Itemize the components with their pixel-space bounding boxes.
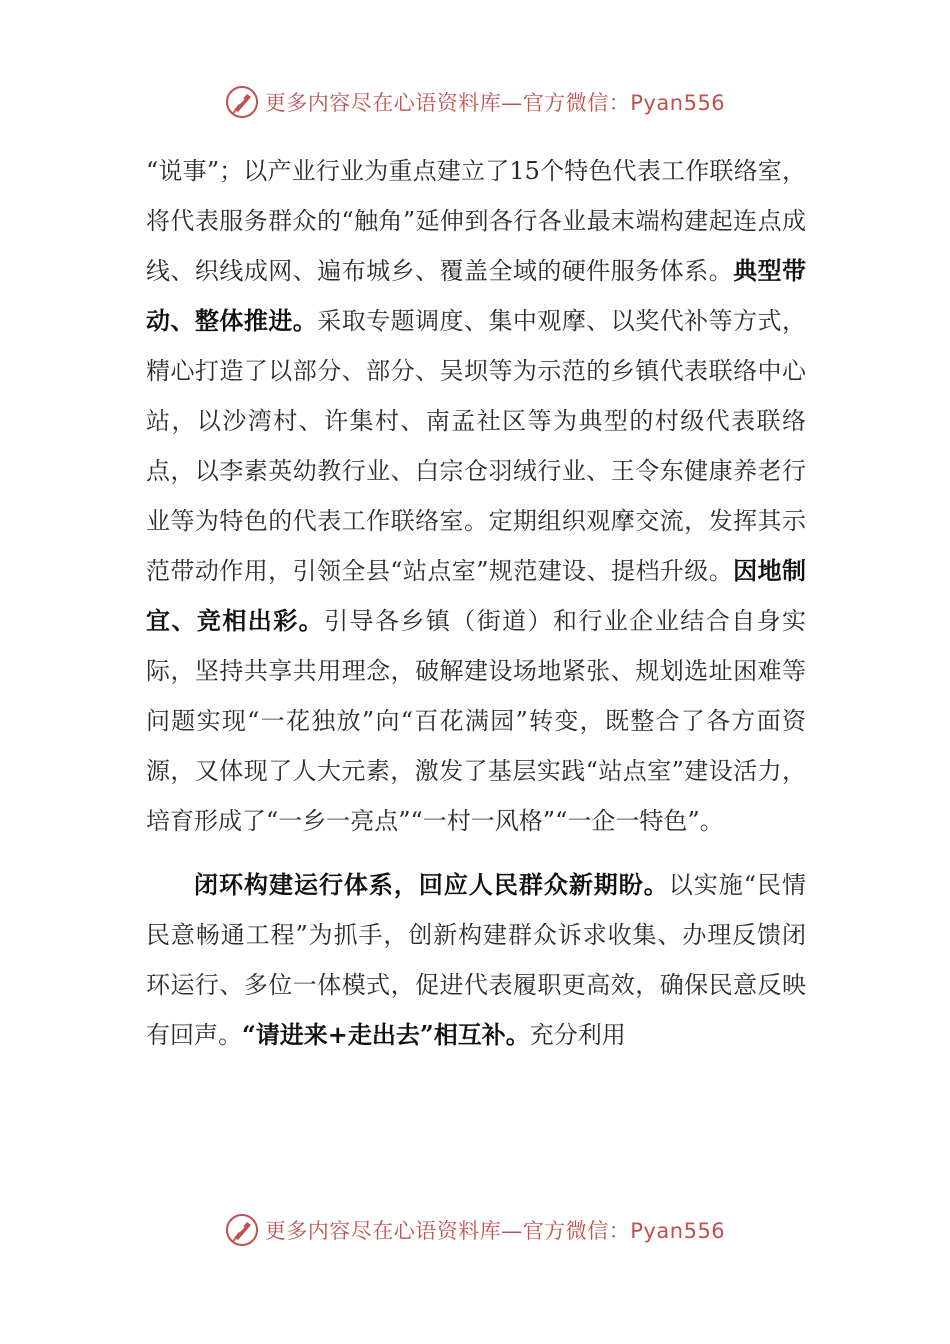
body-text: 引导各乡镇（街道）和行业企业结合自身实际，坚持共享共用理念，破解建设场地紧张、规划选址困难等问题实现“一花独放”向“百花满园”转变，既整合了各方面资源，又体现了人大元素，激发了基层实践“站点室”建设活力，培育形成了“一乡一亮点”“一村一风格”“一企一特色”。 [146, 607, 807, 835]
paragraph [146, 146, 806, 846]
header-banner [0, 82, 950, 122]
banner-text: 更多内容尽在心语资料库—官方微信：Pyan556 [264, 1219, 726, 1243]
quill-pen-logo-icon [225, 1213, 259, 1247]
bold-heading: 闭环构建运行体系，回应人民群众新期盼。 [194, 870, 669, 899]
footer-banner [0, 1210, 950, 1250]
bold-heading: 典型带动、整体推进。 [146, 256, 807, 335]
quill-pen-logo-icon [225, 85, 259, 119]
paragraph [146, 860, 806, 1060]
body-text: 采取专题调度、集中观摩、以奖代补等方式，精心打造了以部分、部分、吴坝等为示范的乡镇代表联络中心站，以沙湾村、许集村、南孟社区等为典型的村级代表联络点，以李素英幼教行业、白宗仓羽绒行业、王令东健康养老行业等为特色的代表工作联络室。定期组织观摩交流，发挥其示范带动作用，引领全县“站点室”规范建设、提档升级。 [146, 307, 807, 585]
body-text: 充分利用 [529, 1021, 626, 1049]
bold-heading: 因地制宜、竞相出彩。 [146, 556, 807, 635]
body-text: 以实施“民情民意畅通工程”为抓手，创新构建群众诉求收集、办理反馈闭环运行、多位一体模式，促进代表履职更高效，确保民意反映有回声。 [146, 871, 806, 1049]
document-body [146, 146, 806, 1060]
banner-text: 更多内容尽在心语资料库—官方微信：Pyan556 [264, 91, 726, 115]
bold-heading: “请进来+走出去”相互补。 [242, 1020, 530, 1049]
body-text: “说事”；以产业行业为重点建立了15个特色代表工作联络室，将代表服务群众的“触角”延伸到各行各业最末端构建起连点成线、织线成网、遍布城乡、覆盖全域的硬件服务体系。 [146, 157, 806, 285]
